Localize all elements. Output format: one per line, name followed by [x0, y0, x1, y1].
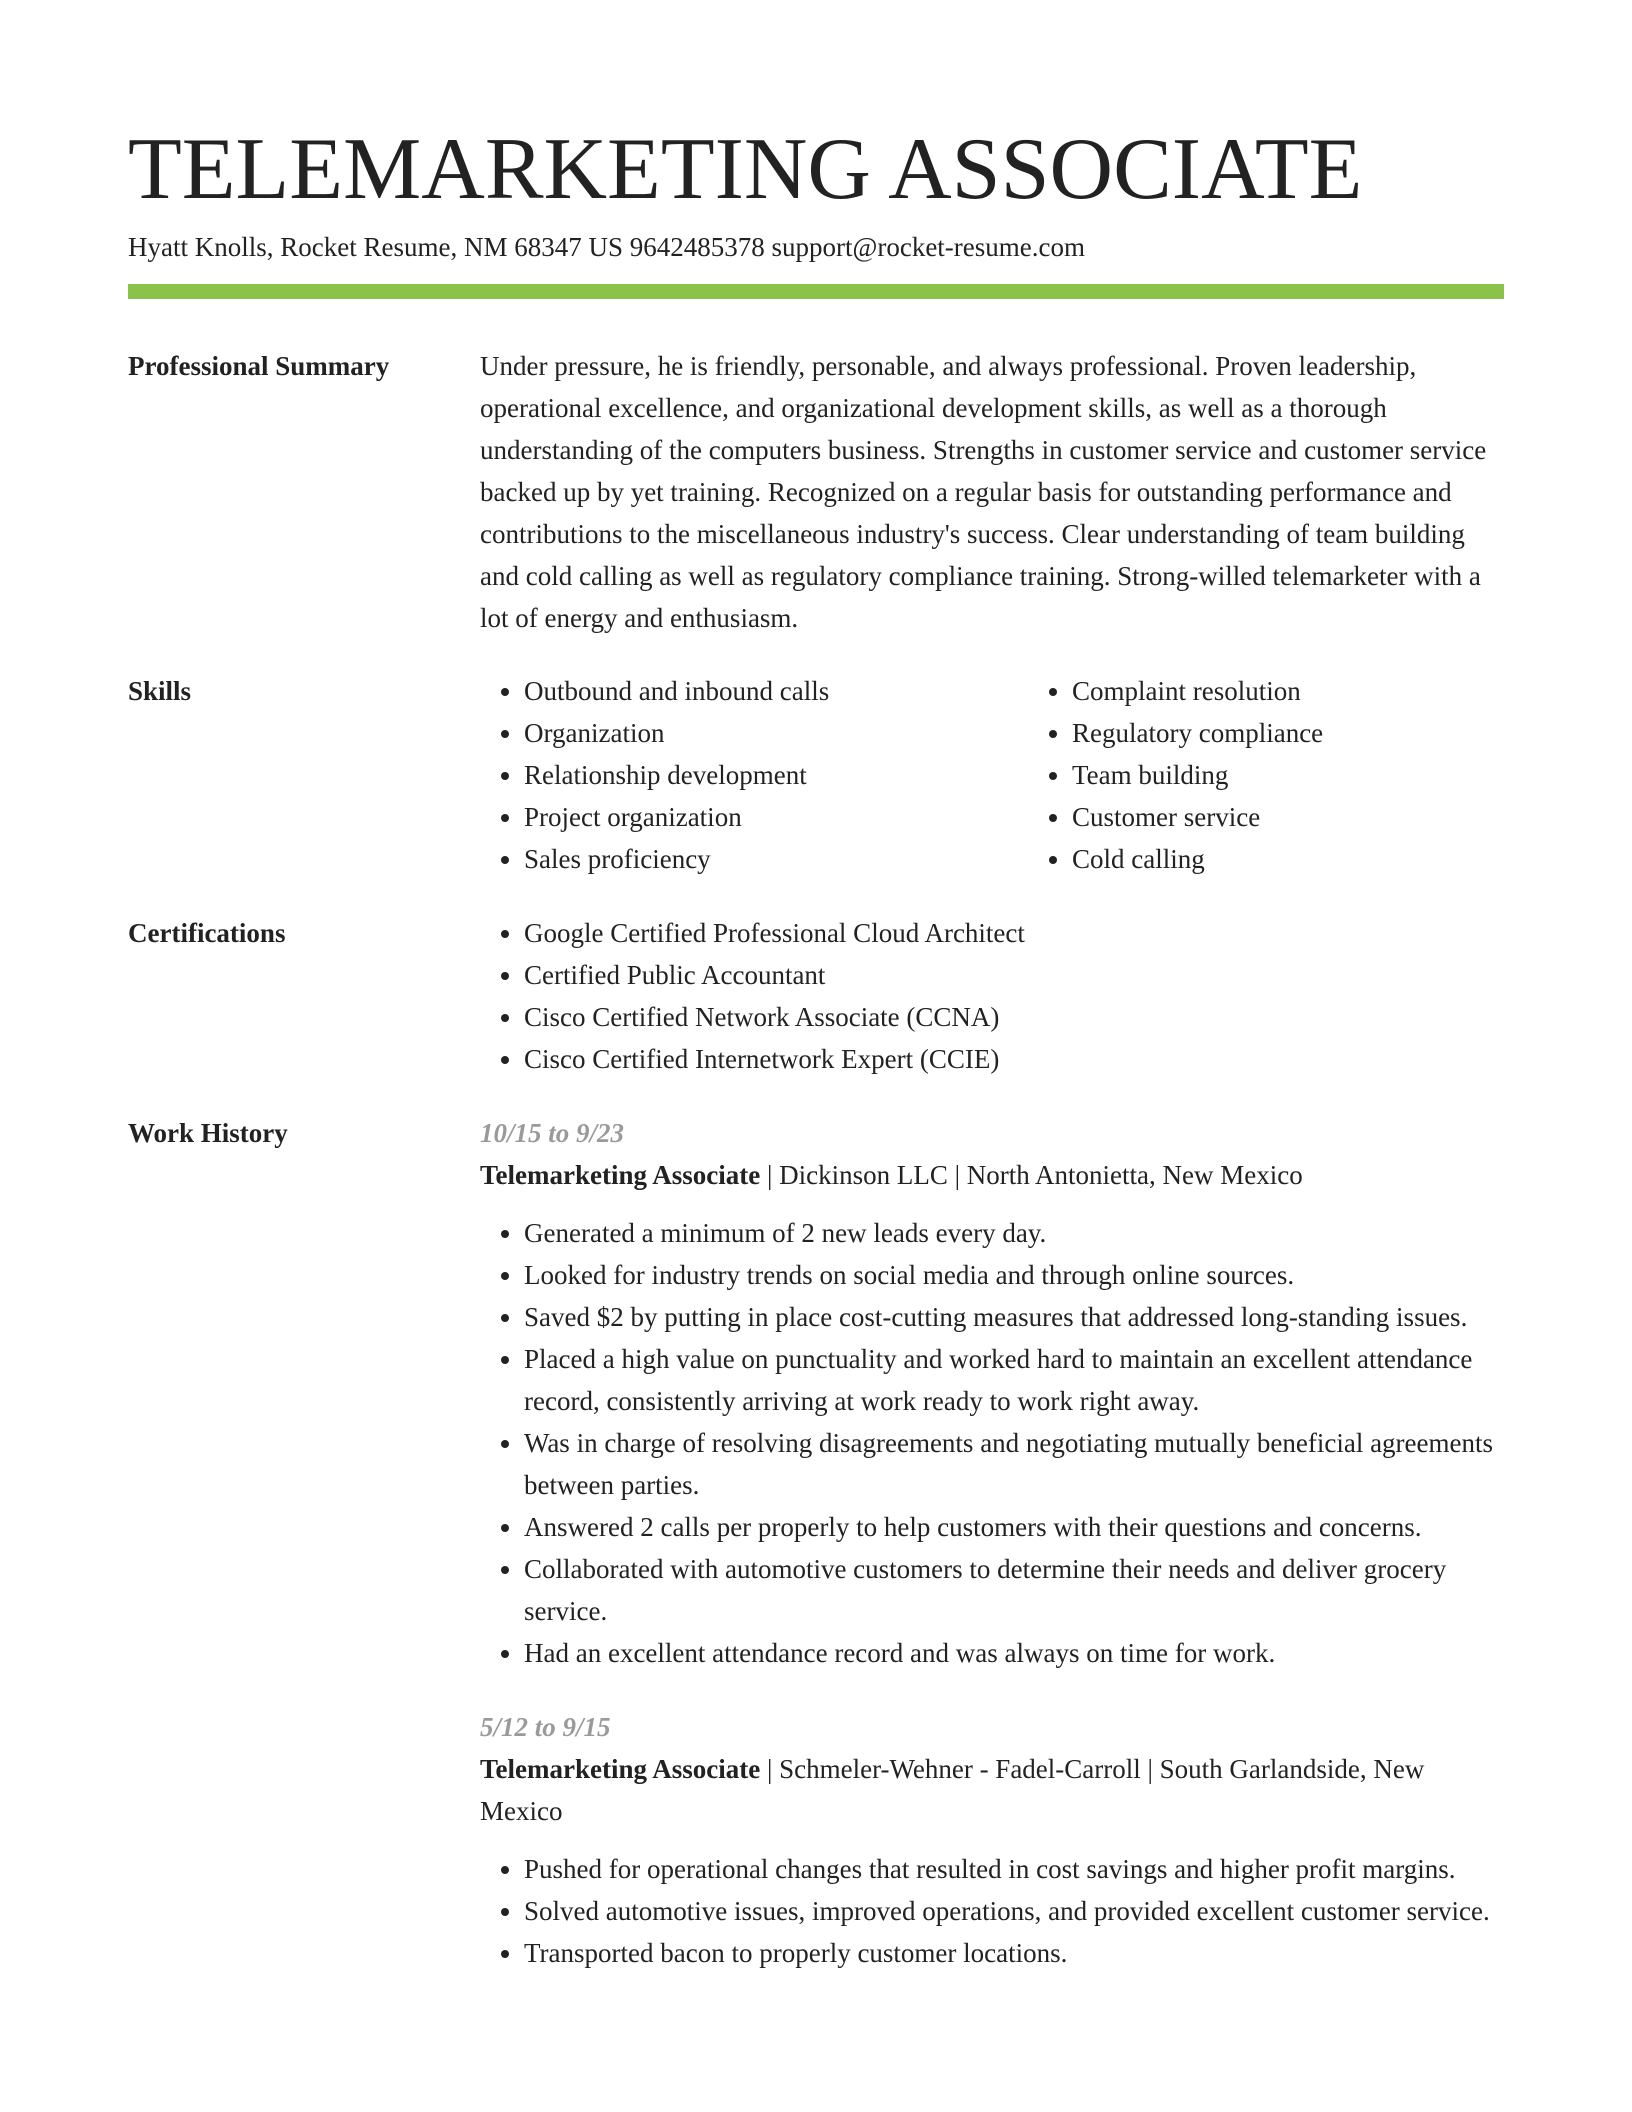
job-bullets	[480, 1848, 1504, 1974]
list-item: • Project organization	[524, 796, 1028, 838]
list-item: • Solved automotive issues, improved operations, and provided excellent customer service.	[524, 1890, 1504, 1932]
list-item: • Sales proficiency	[524, 838, 1028, 880]
skills-body	[480, 670, 1576, 880]
job-dates: 5/12 to 9/15	[480, 1712, 611, 1742]
list-item: • Google Certified Professional Cloud Architect	[524, 912, 1504, 954]
list-item: • Collaborated with automotive customers to determine their needs and deliver grocery service.	[524, 1548, 1504, 1632]
list-item: • Cisco Certified Network Associate (CCNA)	[524, 996, 1504, 1038]
section-summary	[128, 345, 1504, 639]
list-item: • Cold calling	[1072, 838, 1576, 880]
list-item: • Organization	[524, 712, 1028, 754]
section-skills	[128, 670, 1504, 880]
list-item: • Complaint resolution	[1072, 670, 1576, 712]
list-item: • Pushed for operational changes that resulted in cost savings and higher profit margins.	[524, 1848, 1504, 1890]
section-work-history	[128, 1112, 1504, 1974]
list-item: • Looked for industry trends on social media and through online sources.	[524, 1254, 1504, 1296]
job-entry	[480, 1706, 1504, 1974]
skills-list-left	[480, 670, 1028, 880]
section-label-work: Work History	[128, 1118, 288, 1148]
list-item: • Cisco Certified Internetwork Expert (CCIE)	[524, 1038, 1504, 1080]
section-certifications	[128, 912, 1504, 1080]
list-item: • Regulatory compliance	[1072, 712, 1576, 754]
contact-line: Hyatt Knolls, Rocket Resume, NM 68347 US 9642485378 support@rocket-resume.com	[128, 232, 1085, 262]
job-title: Telemarketing Associate	[480, 1754, 761, 1784]
job-details: | Schmeler-Wehner - Fadel-Carroll | South Garlandside, New Mexico	[480, 1754, 1425, 1826]
accent-rule	[128, 284, 1504, 299]
job-entry	[480, 1112, 1504, 1674]
resume-page	[128, 118, 1504, 1974]
job-details: | Dickinson LLC | North Antonietta, New Mexico	[760, 1160, 1303, 1190]
work-body	[480, 1112, 1504, 1974]
list-item: • Certified Public Accountant	[524, 954, 1504, 996]
list-item: • Customer service	[1072, 796, 1576, 838]
list-item: • Transported bacon to properly customer locations.	[524, 1932, 1504, 1974]
section-label-skills: Skills	[128, 676, 192, 706]
list-item: • Was in charge of resolving disagreements and negotiating mutually beneficial agreements between parties.	[524, 1422, 1504, 1506]
list-item: • Generated a minimum of 2 new leads every day.	[524, 1212, 1504, 1254]
section-label-certifications: Certifications	[128, 918, 286, 948]
summary-text: Under pressure, he is friendly, personable, and always professional. Proven leadership, operational excellence, and organizational development skills, as well as a thorough understanding of the computers business. Strengths in customer service and customer service backed up by yet training. Recognized on a regular basis for outstanding performance and contributions to the miscellaneous industry's success. Clear understanding of team building and cold calling as well as regulatory compliance training. Strong-willed telemarketer with a lot of energy and enthusiasm.	[480, 351, 1487, 633]
resume-name: TELEMARKETING ASSOCIATE	[128, 121, 1363, 218]
list-item: • Outbound and inbound calls	[524, 670, 1028, 712]
summary-body	[480, 345, 1504, 639]
certifications-list	[480, 912, 1504, 1080]
section-label-summary: Professional Summary	[128, 351, 390, 381]
list-item: • Had an excellent attendance record and was always on time for work.	[524, 1632, 1504, 1674]
job-heading	[480, 1154, 1504, 1196]
list-item: • Placed a high value on punctuality and worked hard to maintain an excellent attendance record, consistently arriving at work ready to work right away.	[524, 1338, 1504, 1422]
certifications-body	[480, 912, 1504, 1080]
list-item: • Relationship development	[524, 754, 1028, 796]
job-bullets	[480, 1212, 1504, 1674]
job-title: Telemarketing Associate	[480, 1160, 761, 1190]
job-dates: 10/15 to 9/23	[480, 1118, 625, 1148]
job-heading	[480, 1748, 1504, 1832]
list-item: • Team building	[1072, 754, 1576, 796]
list-item: • Answered 2 calls per properly to help customers with their questions and concerns.	[524, 1506, 1504, 1548]
skills-list-right	[1028, 670, 1576, 880]
list-item: • Saved $2 by putting in place cost-cutting measures that addressed long-standing issues.	[524, 1296, 1504, 1338]
